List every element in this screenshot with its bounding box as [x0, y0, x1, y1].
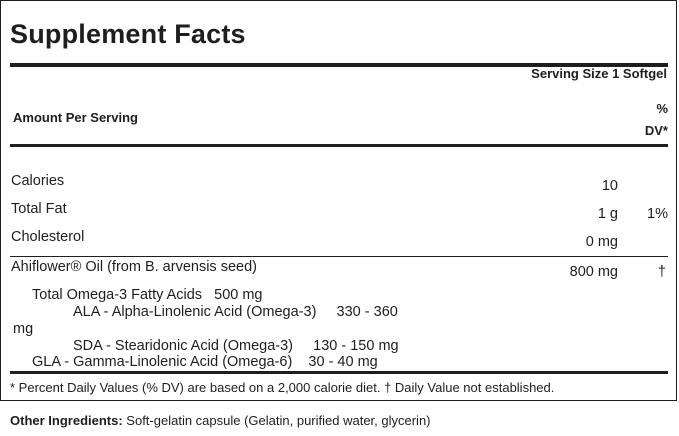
daily-value-heading — [645, 98, 668, 142]
nutrient-name-cholesterol: Cholesterol — [11, 229, 85, 245]
oil-amount: 800 mg — [569, 264, 618, 280]
ala-line: ALA - Alpha-Linolenic Acid (Omega-3) 330 - 360 — [73, 304, 398, 320]
dv-heading-line1: % — [656, 101, 668, 116]
oil-name: Ahiflower® Oil (from B. arvensis seed) — [11, 259, 257, 275]
oil-dv: † — [657, 264, 666, 280]
other-ingredients — [10, 413, 431, 429]
footnote-divider — [10, 371, 668, 374]
amount-per-serving-heading: Amount Per Serving — [13, 110, 138, 125]
panel-title: Supplement Facts — [10, 19, 246, 49]
nutrient-name-calories: Calories — [11, 173, 65, 189]
other-ingredients-text: Soft-gelatin capsule (Gelatin, purified water, glycerin) — [122, 413, 431, 428]
nutrient-name-total-fat: Total Fat — [11, 201, 67, 217]
ala-line-wrap: mg — [13, 321, 34, 337]
serving-size: Serving Size 1 Softgel — [531, 66, 667, 81]
nutrient-divider — [10, 256, 668, 257]
nutrient-amount-calories: 10 — [601, 178, 618, 194]
nutrient-dv-total-fat: 1% — [647, 206, 668, 222]
daily-value-footnote: * Percent Daily Values (% DV) are based on a 2,000 calorie diet. † Daily Value not established. — [10, 380, 555, 395]
gla-line: GLA - Gamma-Linolenic Acid (Omega-6) 30 - 40 mg — [32, 354, 378, 370]
nutrient-amount-total-fat: 1 g — [597, 206, 618, 222]
other-ingredients-label: Other Ingredients: — [10, 413, 123, 428]
sda-line: SDA - Stearidonic Acid (Omega-3) 130 - 150 mg — [73, 338, 399, 354]
header-divider — [10, 144, 668, 147]
total-omega3-line: Total Omega-3 Fatty Acids 500 mg — [32, 287, 263, 303]
dv-heading-line2: DV* — [644, 123, 668, 138]
nutrient-amount-cholesterol: 0 mg — [585, 234, 618, 250]
